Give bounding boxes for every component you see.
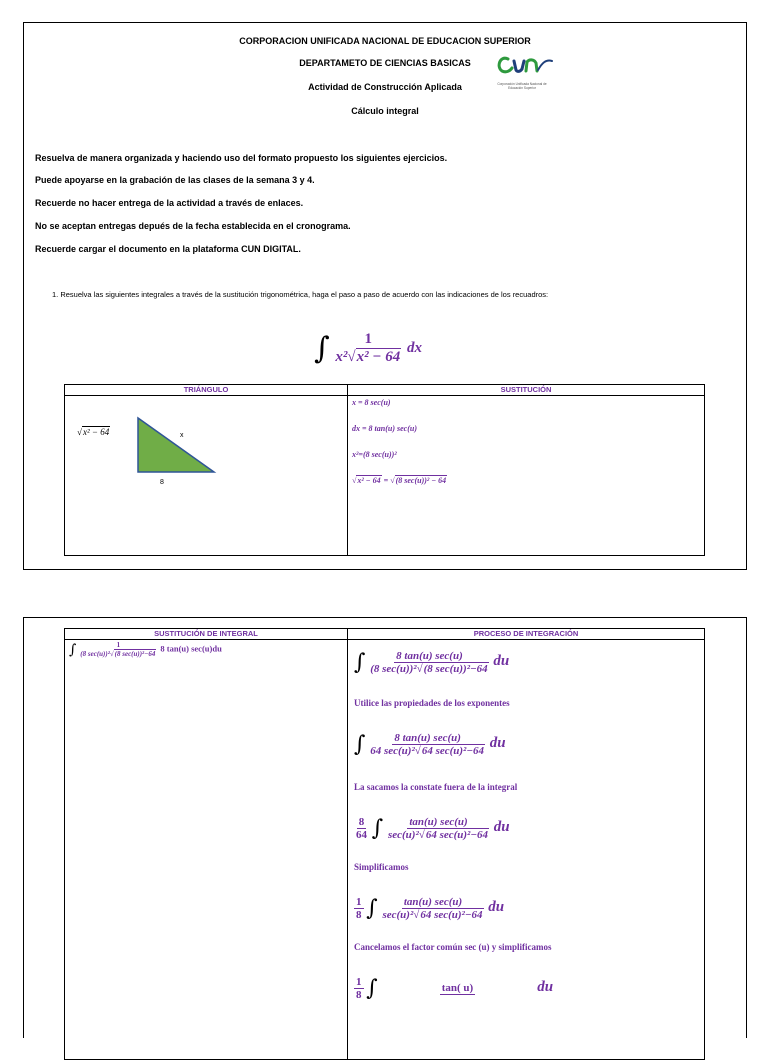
header-sustitucion: SUSTITUCIÓN — [348, 385, 705, 396]
integrand-denominator: x²√x² − 64 — [335, 349, 401, 365]
triangle-hypotenuse-label: x — [180, 432, 184, 439]
step2-den-a: 64 sec(u)² — [370, 745, 415, 757]
substituted-tail: 8 tan(u) sec(u)du — [160, 643, 222, 654]
step3-numerator: tan(u) sec(u) — [409, 816, 468, 828]
department-title: DEPARTAMETO DE CIENCIAS BASICAS — [299, 58, 471, 68]
step-text-2: La sacamos la constate fuera de la integral — [354, 782, 518, 792]
step3-coef-num: 8 — [358, 816, 365, 828]
step1-du: du — [493, 653, 510, 670]
cun-logo-mark — [494, 53, 556, 77]
substituted-fraction — [78, 641, 158, 658]
step4-coef-num: 1 — [356, 896, 362, 908]
instruction-5: Recuerde cargar el documento en la plataforma CUN DIGITAL. — [35, 244, 301, 254]
step-expression-4 — [354, 896, 504, 921]
instruction-4: No se aceptan entregas depués de la fecha establecida en el cronograma. — [35, 221, 351, 231]
substitution-radical-right: (8 sec(u))² − 64 — [395, 476, 447, 485]
right-triangle-shape — [136, 416, 218, 476]
step2-fraction: $\frac{8 \tan(u) \sec(u)}{\text{64 sec(u)²√64 sec(u)²−64}}$ — [370, 732, 485, 757]
step5-du: du — [537, 979, 554, 996]
substitution-x: x = 8 sec(u) — [352, 398, 391, 407]
step4-coef-den: 8 — [356, 909, 362, 921]
step4-den-b: 64 sec(u)²−64 — [420, 909, 483, 921]
integral-sign: ∫ — [366, 976, 378, 1001]
activity-title: Actividad de Construcción Aplicada — [308, 82, 462, 92]
main-integral — [314, 331, 422, 366]
step1-den-b: (8 sec(u))²−64 — [423, 663, 488, 675]
substitution-radical: √x² − 64 = √(8 sec(u))² − 64 — [352, 476, 447, 485]
institution-title: CORPORACION UNIFICADA NACIONAL DE EDUCACION SUPERIOR — [239, 36, 531, 46]
integrand-fraction — [333, 331, 403, 366]
step3-coefficient — [354, 816, 369, 841]
step4-numerator: tan(u) sec(u) — [403, 896, 463, 908]
triangle-base-label: 8 — [160, 479, 164, 486]
integral-sign: ∫ — [69, 641, 77, 658]
triangle-side-label: √x² − 64 — [77, 427, 110, 437]
instruction-2: Puede apoyarse en la grabación de las clases de la semana 3 y 4. — [35, 175, 315, 185]
step2-den-b: 64 sec(u)²−64 — [421, 745, 485, 757]
step3-den-b: 64 sec(u)²−64 — [425, 829, 489, 841]
integrand-numerator: 1 — [364, 331, 373, 347]
step3-den-a: sec(u)² — [387, 829, 419, 841]
step5-coef-num: 1 — [356, 976, 362, 988]
substitution-x-squared: x²=(8 sec(u))² — [352, 450, 397, 459]
den-radicand: x² − 64 — [356, 349, 401, 365]
triangle-cell — [65, 396, 348, 556]
substituted-numerator: 1 — [116, 641, 121, 649]
integral-sign: ∫ — [366, 896, 378, 921]
step-text-3: Simplificamos — [354, 862, 409, 872]
step4-coefficient — [354, 896, 364, 921]
substitution-cell — [348, 396, 705, 556]
step4-fraction: $\frac{\tan(u) \sec(u)}{\text{sec(u)²√64 sec(u)²−64}}$ — [382, 896, 483, 921]
step5-fraction — [380, 982, 534, 995]
substitution-radical-left: x² − 64 — [357, 476, 381, 485]
substituted-den-a: (8 sec(u))² — [80, 650, 110, 658]
document-page-1 — [23, 22, 747, 570]
step5-coef-den: 8 — [356, 989, 362, 1001]
step2-du: du — [489, 735, 506, 752]
header-triangulo: TRIÁNGULO — [65, 385, 348, 396]
step1-fraction: $\frac{8 \tan(u) \sec(u)}{\text{(8 sec(u))²√(8 sec(u))²−64}}$ — [370, 650, 488, 675]
step4-du: du — [488, 899, 505, 916]
substitution-dx: dx = 8 tan(u) sec(u) — [352, 424, 417, 433]
step5-coefficient — [354, 976, 364, 1001]
step2-numerator: 8 tan(u) sec(u) — [394, 732, 461, 744]
integral-sign: ∫ — [314, 331, 330, 366]
step-text-1: Utilice las propiedades de los exponentes — [354, 698, 510, 708]
substituted-integral-cell — [65, 640, 348, 1060]
integral-sign: ∫ — [354, 650, 366, 675]
substituted-denominator: (8 sec(u))²√(8 sec(u))²−64 — [80, 650, 156, 658]
triangle-side-radicand: x² − 64 — [82, 427, 110, 437]
substituted-den-b: (8 sec(u))²−64 — [114, 650, 156, 658]
course-title: Cálculo integral — [351, 106, 419, 116]
document-page-2 — [23, 617, 747, 1038]
cun-logo-caption: Corporación Unificada Nacional de Educación Superior — [497, 82, 547, 90]
integration-process-cell — [348, 640, 705, 1060]
step-expression-1 — [354, 650, 509, 675]
step-text-4: Cancelamos el factor común sec (u) y simplificamos — [354, 942, 552, 952]
step1-numerator: 8 tan(u) sec(u) — [396, 650, 463, 662]
integral-sign: ∫ — [354, 732, 366, 757]
step-expression-5 — [354, 976, 553, 1001]
header-proceso-integracion: PROCESO DE INTEGRACIÓN — [348, 629, 705, 640]
step5-numerator: tan( u) — [441, 982, 474, 994]
header-sustitucion-integral: SUSTITUCIÓN DE INTEGRAL — [65, 629, 348, 640]
step3-coef-den: 64 — [356, 829, 367, 841]
step3-du: du — [493, 819, 510, 836]
substituted-integral — [69, 641, 222, 658]
integrand-dx: dx — [406, 339, 422, 356]
question-1: 1. Resuelva las siguientes integrales a través de la sustitución trigonométrica, haga el paso a paso de acuerdo con las indicaciones de los recuadros: — [52, 290, 549, 299]
step3-fraction: $\frac{\tan(u) \sec(u)}{\text{sec(u)²√64 sec(u)²−64}}$ — [387, 816, 489, 841]
instruction-1: Resuelva de manera organizada y haciendo uso del formato propuesto los siguientes ejercicios. — [35, 153, 448, 163]
integral-sign: ∫ — [371, 816, 384, 841]
step-expression-3 — [354, 816, 510, 841]
den-x-squared: x² — [335, 349, 348, 365]
instruction-3: Recuerde no hacer entrega de la actividad a través de enlaces. — [35, 198, 304, 208]
step4-den-a: sec(u)² — [382, 909, 414, 921]
triangle-substitution-table — [64, 384, 705, 556]
step-expression-2 — [354, 732, 506, 757]
cun-logo — [494, 53, 556, 89]
step1-den-a: (8 sec(u))² — [370, 663, 417, 675]
integration-process-table — [64, 628, 705, 1060]
